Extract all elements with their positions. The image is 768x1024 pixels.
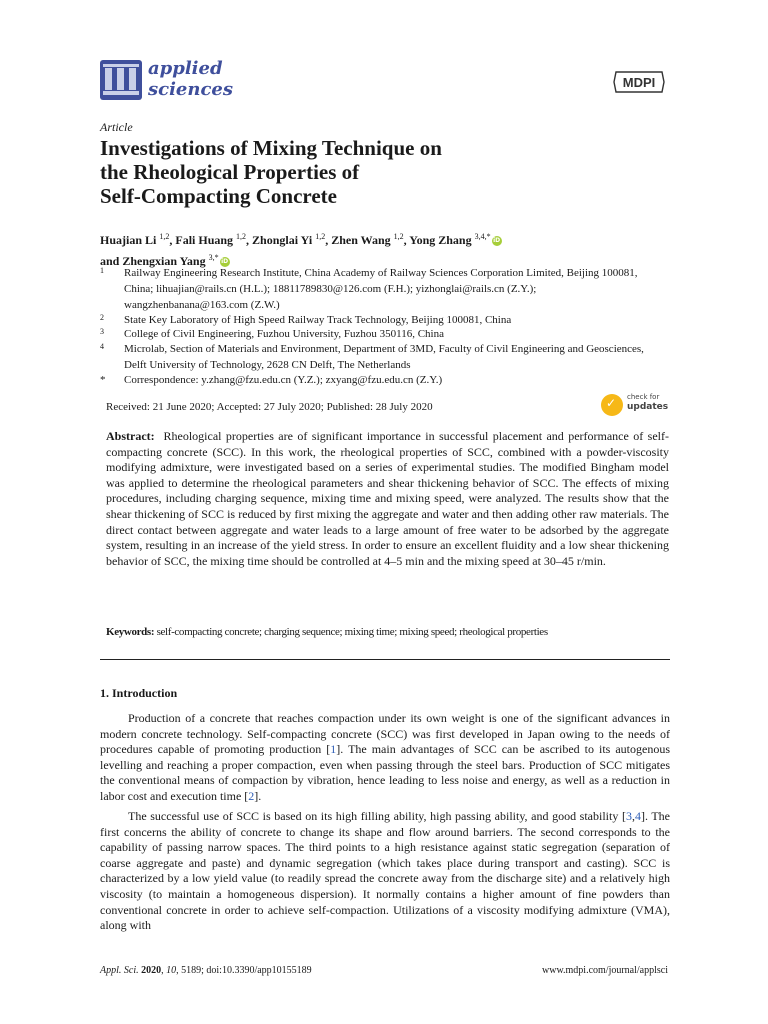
paragraph-text: ]. The first concerns the ability of concrete to change its shape and flow around barriers. The second corresponds to the capability of passing narrow spaces. The third points to a high resistance against static segregation (separation of coarse aggregate and paste) and dynamic segregation (which takes place during transport and casting). SCC is characterized by a low yield value (to readily spread the concrete away from the discharge site) and a relatively high viscosity (to maintain a homogeneous dispersion). It normally contains a higher amount of fine powders than conventional concrete in order to achieve self-compaction. Utilizations of a viscosity modifying admixture (VMA), along with <box>100 809 670 933</box>
check-updates-line1: check for <box>627 393 660 401</box>
affiliation-number: 4 <box>100 342 104 351</box>
keywords-text: self-compacting concrete; charging sequence; mixing time; mixing speed; rheological properties <box>156 626 548 638</box>
footer-url[interactable]: www.mdpi.com/journal/applsci <box>542 965 668 976</box>
author-separator: , <box>403 233 410 247</box>
journal-logo-icon <box>100 60 142 100</box>
paragraph-text: Production of a concrete that reaches compaction under its own weight is one of the significant advances in modern concrete technology. Self-compacting concrete (SCC) was first developed in Japan owing to the needs of procedures capable of promoting production [ <box>100 711 670 757</box>
footer-citation: Appl. Sci. 2020, 10, 5189; doi:10.3390/app10155189 <box>100 965 312 976</box>
title-line: Self-Compacting Concrete <box>100 184 337 208</box>
body-paragraph <box>100 809 670 934</box>
affiliation-item <box>100 341 660 373</box>
affiliation-item <box>100 326 660 342</box>
author-affiliation: 1,2 <box>315 232 326 241</box>
affiliation-number: * <box>100 374 106 386</box>
article-type: Article <box>100 120 133 134</box>
author-name: Yong Zhang <box>409 233 472 247</box>
author-affiliation: 1,2 <box>393 232 404 241</box>
check-updates-icon <box>601 394 623 416</box>
author-name: and Zhengxian Yang <box>100 254 206 268</box>
author-affiliation: 1,2 <box>236 232 247 241</box>
author-line <box>100 228 660 249</box>
author-separator: , <box>246 233 253 247</box>
paragraph-text: ]. <box>254 788 262 803</box>
affiliation-text: College of Civil Engineering, Fuzhou University, Fuzhou 350116, China <box>124 328 444 340</box>
footer-year: 2020 <box>141 965 162 976</box>
correspondence <box>100 372 660 388</box>
author-affiliation: 3,4,* <box>474 232 491 241</box>
title-line: the Rheological Properties of <box>100 160 360 184</box>
affiliation-number: 1 <box>100 266 104 275</box>
author-name: Zhonglai Yi <box>252 233 313 247</box>
section-heading: 1. Introduction <box>100 686 178 700</box>
abstract <box>106 429 669 569</box>
orcid-icon[interactable]: iD <box>221 258 229 266</box>
author-separator: , <box>169 233 176 247</box>
publication-dates: Received: 21 June 2020; Accepted: 27 July 2020; Published: 28 July 2020 <box>106 401 433 413</box>
affiliation-text: Microlab, Section of Materials and Environment, Department of 3MD, Faculty of Civil Engineering and Geosciences, Delft University of Technology, 2628 CN Delft, The Netherlands <box>124 343 644 371</box>
correspondence-text: Correspondence: y.zhang@fzu.edu.cn (Y.Z.); zxyang@fzu.edu.cn (Z.Y.) <box>124 374 443 386</box>
citation-link[interactable]: 2 <box>248 788 255 803</box>
keywords-label: Keywords: <box>106 626 155 638</box>
journal-name <box>148 58 233 100</box>
abstract-text: Rheological properties are of significant importance in successful placement and performance of self-compacting concrete (SCC). In this work, the rheological properties of SCC, combined with a powder-viscosity modifying admixture, were investigated based on a series of experimental studies. The modified Bingham model was applied to determine the rheological parameters and shear thickening behavior of SCC. The effects of mixing procedures, including charging sequence, mixing time and mixing speed, were analyzed. The results show that the shear thickening of SCC is reduced by first mixing the aggregate and water and then adding other raw materials. The direct contact between aggregate and water leads to a large amount of free water to be adsorbed by the aggregate system, resulting in an increase of the yield stress. In order to ensure an excellent fluidity and a low shear thickening behavior of SCC, the mixing time should be controlled at 4–5 min and the mixing speed at 30–45 r/min. <box>106 429 669 568</box>
affiliation-number: 3 <box>100 327 104 336</box>
citation-link[interactable]: 4 <box>634 809 641 823</box>
journal-name-line1: applied <box>148 58 223 79</box>
author-list <box>100 228 660 270</box>
paragraph-text: ]. The main advantages of SCC can be ascribed to its autogenous levelling and reaching a proper compaction, even when passing through the steel bars. Production of SCC mitigates the conventional means of compaction by vibration, hence leading to less noise and energy, as well as a reduction in labor cost and execution time [ <box>100 742 671 803</box>
keywords <box>106 625 676 640</box>
citation-link[interactable]: 3 <box>625 809 632 823</box>
check-updates-line2: updates <box>627 402 669 412</box>
section-divider <box>100 659 670 660</box>
footer-doi: , 5189; doi:10.3390/app10155189 <box>176 965 312 976</box>
orcid-icon[interactable]: iD <box>493 237 501 245</box>
paragraph-text: , <box>631 809 635 823</box>
paragraph-text: The successful use of SCC is based on its high filling ability, high passing ability, and good stability [ <box>128 809 626 823</box>
affiliation-number: 2 <box>100 313 104 322</box>
affiliation-text: Railway Engineering Research Institute, China Academy of Railway Sciences Corporation Limited, Beijing 100081, China; lihuajian@rails.cn (H.L.); 18811789830@126.com (F.H.); yizhonglai@rails.cn (Z.Y.); wangzhenbanana@163.com (Z.W.) <box>124 267 638 311</box>
body-paragraph <box>100 711 670 805</box>
footer-volume: 10 <box>166 965 177 976</box>
paper-title <box>100 136 600 208</box>
author-name: Fali Huang <box>175 233 234 247</box>
author-affiliation: 3,* <box>208 253 219 262</box>
author-separator: , <box>325 233 332 247</box>
citation-link[interactable]: 1 <box>330 742 337 757</box>
author-name: Zhen Wang <box>331 233 391 247</box>
footer-journal: Appl. Sci. <box>100 965 139 976</box>
author-affiliation: 1,2 <box>159 232 170 241</box>
publisher-name: MDPI <box>622 75 656 90</box>
check-for-updates-button[interactable] <box>601 393 675 419</box>
mdpi-logo-icon <box>612 70 666 94</box>
title-line: Investigations of Mixing Technique on <box>100 136 442 160</box>
affiliation-item <box>100 265 660 313</box>
abstract-label: Abstract: <box>106 429 155 443</box>
affiliation-text: State Key Laboratory of High Speed Railway Track Technology, Beijing 100081, China <box>124 314 512 326</box>
journal-name-line2: sciences <box>148 79 234 100</box>
author-name: Huajian Li <box>100 233 157 247</box>
